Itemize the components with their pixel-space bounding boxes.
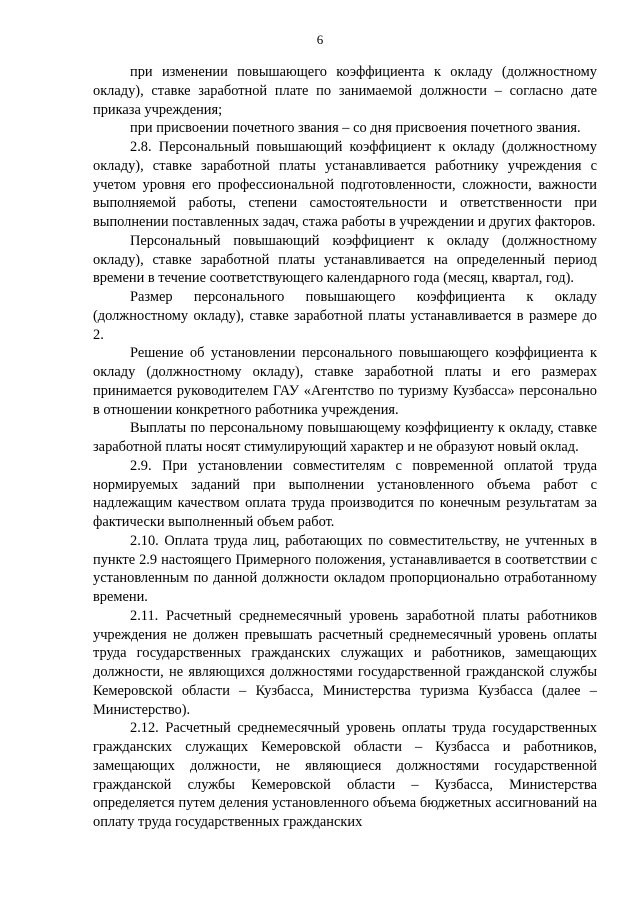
page-number: 6	[316, 32, 324, 47]
paragraph: 2.12. Расчетный среднемесячный уровень оплаты труда государственных гражданских служащих Кемеровской области – Кузбасса и работников, замещающих должности, не являющиеся должностями государственной гражданской службы Кемеровской области – Кузбасса, Министерства определяется путем деления установленного объема бюджетных ассигнований на оплату труда государственных гражданских	[93, 720, 597, 830]
paragraph: Решение об установлении персонального повышающего коэффициента к окладу (должностному окладу), ставке заработной платы и его размерах принимается руководителем ГАУ «Агентство по туризму Кузбасса» персонально в отношении конкретного работника учреждения.	[93, 345, 597, 418]
paragraph: 2.8. Персональный повышающий коэффициент к окладу (должностному окладу), ставке заработной платы устанавливается работнику учреждения с учетом уровня его профессиональной подготовленности, сложности, важности выполняемой работы, степени самостоятельности и ответственности при выполнении поставленных задач, стажа работы в учреждении и других факторов.	[93, 139, 597, 230]
paragraph: при изменении повышающего коэффициента к окладу (должностному окладу), ставке заработной плате по занимаемой должности – согласно дате приказа учреждения;	[93, 64, 597, 118]
paragraph: Выплаты по персональному повышающему коэффициенту к окладу, ставке заработной платы носят стимулирующий характер и не образуют новый оклад.	[93, 420, 597, 455]
paragraph: Размер персонального повышающего коэффициента к окладу (должностному окладу), ставке заработной платы устанавливается в размере до 2.	[93, 289, 597, 343]
paragraph: Персональный повышающий коэффициент к окладу (должностному окладу), ставке заработной платы устанавливается на определенный период времени в течение соответствующего календарного года (месяц, квартал, год).	[93, 232, 597, 287]
document-body	[93, 63, 597, 832]
paragraph: при присвоении почетного звания – со дня присвоения почетного звания.	[130, 120, 581, 137]
paragraph: 2.9. При установлении совместителям с повременной оплатой труда нормируемых заданий при выполнении установленного объема работ с надлежащим качеством оплата труда производится по конечным результатам за фактически выполненный объем работ.	[93, 457, 597, 530]
paragraph: 2.10. Оплата труда лиц, работающих по совместительству, не учтенных в пункте 2.9 настоящего Примерного положения, устанавливается в соответствии с установленным по данной должности окладом пропорционально отработанному времени.	[93, 532, 597, 605]
paragraph: 2.11. Расчетный среднемесячный уровень заработной платы работников учреждения не должен превышать расчетный среднемесячный уровень оплаты труда государственных гражданских служащих и работников, замещающих должности, не являющихся должностями государственной гражданской службы Кемеровской области – Кузбасса, Министерства туризма Кузбасса (далее – Министерство).	[93, 607, 597, 718]
